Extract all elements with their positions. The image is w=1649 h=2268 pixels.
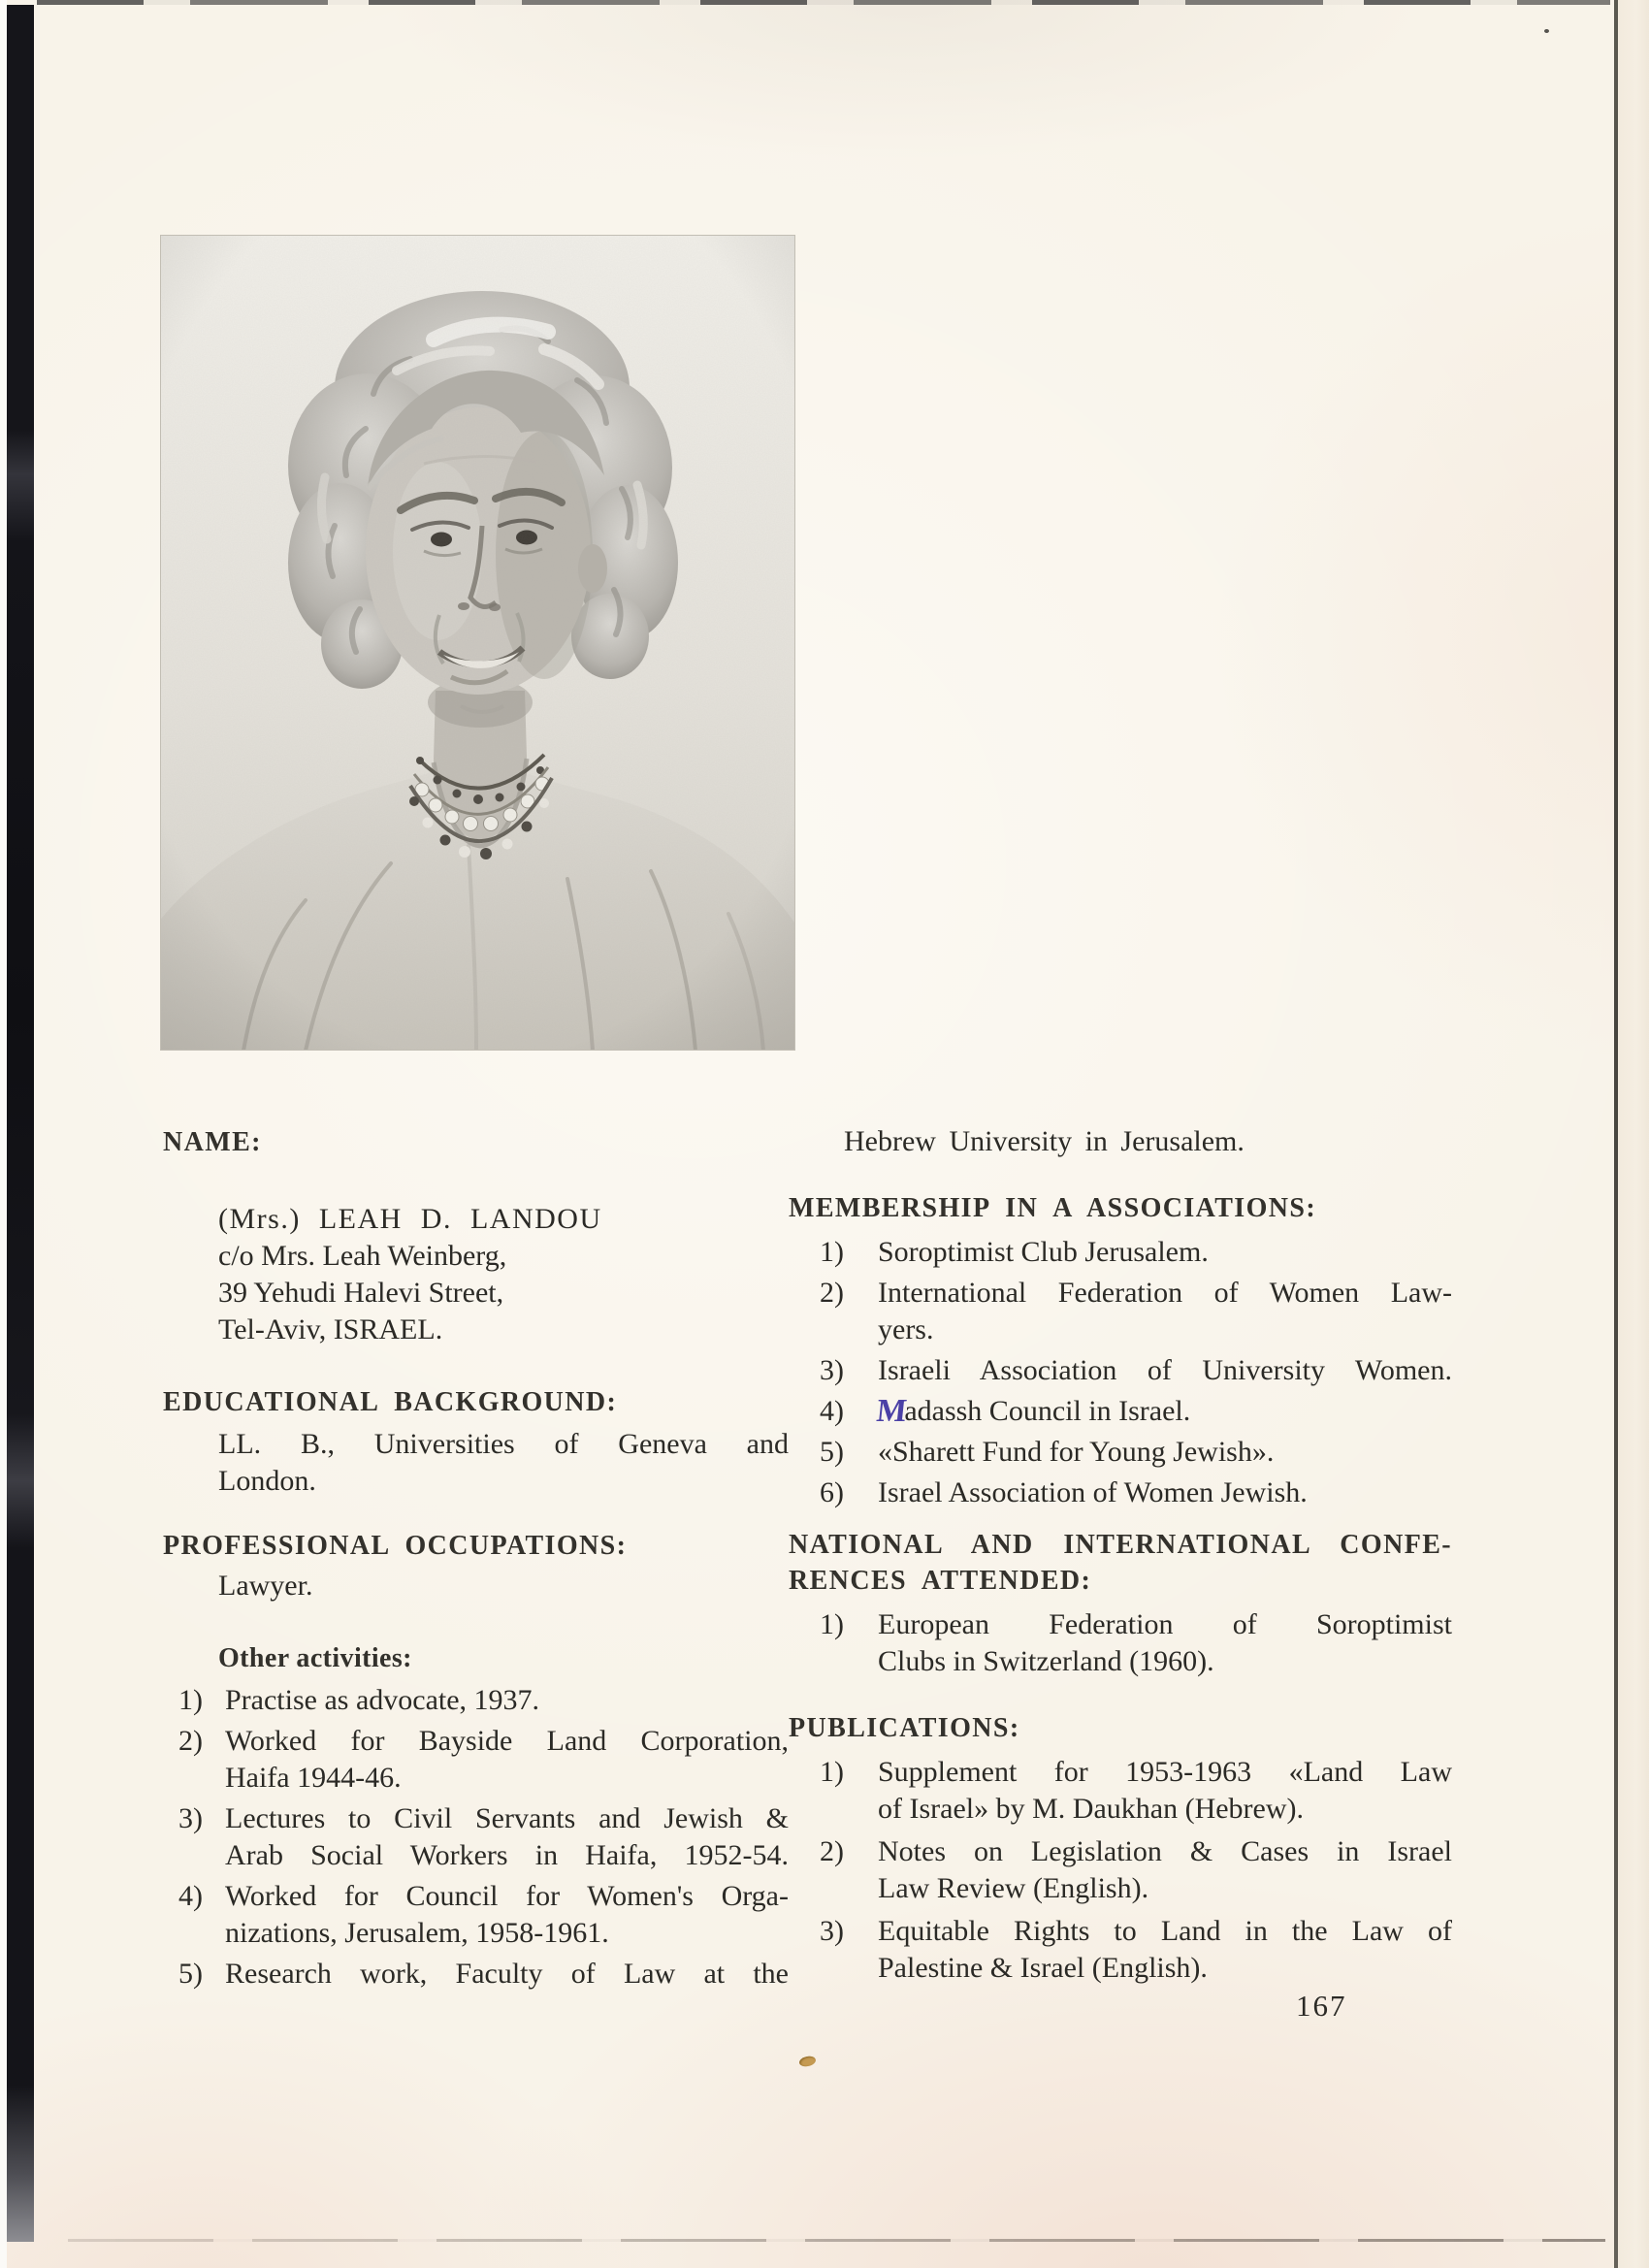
conferences-heading-line: RENCES ATTENDED: xyxy=(789,1566,1092,1596)
scan-edge-bottom-dashes xyxy=(68,2239,1605,2242)
education-line: LL. B., Universities of Geneva and xyxy=(218,1428,789,1460)
item-line: European Federation of Soroptimist xyxy=(878,1608,1452,1640)
item-line: of Israel» by M. Daukhan (Hebrew). xyxy=(878,1793,1305,1825)
item-number: 6) xyxy=(820,1476,844,1508)
membership-item xyxy=(789,1393,1452,1430)
item-number: 2) xyxy=(820,1835,844,1867)
item-number: 5) xyxy=(820,1436,844,1468)
conferences-heading xyxy=(789,1527,1452,1599)
membership-item xyxy=(789,1234,1452,1271)
photo-grain xyxy=(160,235,795,1051)
scan-edge-left-sliver xyxy=(0,0,7,2268)
membership-item xyxy=(789,1434,1452,1471)
publication-item xyxy=(789,1913,1452,1987)
item-number: 4) xyxy=(820,1395,844,1427)
paper-speck xyxy=(1544,29,1549,33)
item-line xyxy=(875,1392,1452,1430)
education-block xyxy=(218,1426,789,1500)
occupation-text: Lawyer. xyxy=(218,1570,313,1602)
item-line: Israeli Association of University Women. xyxy=(878,1354,1452,1386)
item-number: 3) xyxy=(820,1354,844,1386)
conferences-heading-line: NATIONAL AND INTERNATIONAL CONFE- xyxy=(789,1530,1452,1560)
item-line: nizations, Jerusalem, 1958-1961. xyxy=(225,1917,609,1949)
item-number: 2) xyxy=(820,1277,844,1309)
membership-item xyxy=(789,1352,1452,1389)
activity-item xyxy=(163,1956,789,1993)
portrait-photo xyxy=(160,235,795,1051)
page-number: 167 xyxy=(1296,1989,1347,2023)
item-number: 1) xyxy=(820,1756,844,1788)
scan-strip-right xyxy=(1618,0,1649,2268)
item-line: Palestine & Israel (English). xyxy=(878,1952,1208,1984)
item-line: Research work, Faculty of Law at the xyxy=(225,1958,789,1990)
occupations-heading: PROFESSIONAL OCCUPATIONS: xyxy=(163,1531,628,1561)
item-line-rest: adassh Council in Israel. xyxy=(904,1395,1191,1427)
publication-item xyxy=(789,1754,1452,1828)
name-heading: NAME: xyxy=(163,1127,262,1157)
scan-edge-left-strip xyxy=(7,5,34,2242)
item-line: Supplement for 1953-1963 «Land Law xyxy=(878,1756,1452,1788)
activity-item xyxy=(163,1682,789,1719)
item-number: 3) xyxy=(820,1915,844,1947)
item-number: 3) xyxy=(178,1802,203,1834)
item-number: 4) xyxy=(178,1880,203,1912)
item-line: Clubs in Switzerland (1960). xyxy=(878,1645,1214,1677)
item-line: International Federation of Women Law- xyxy=(878,1277,1452,1309)
right-column xyxy=(789,1123,1452,1993)
name-address-block xyxy=(218,1201,789,1348)
membership-list xyxy=(789,1234,1452,1511)
item-line: Worked for Council for Women's Orga- xyxy=(225,1880,789,1912)
item-line: Practise as advocate, 1937. xyxy=(225,1684,540,1716)
ink-corrected-letter: M xyxy=(875,1392,908,1429)
membership-heading: MEMBERSHIP IN A ASSOCIATIONS: xyxy=(789,1193,1317,1223)
scan-edge-top-dashes xyxy=(37,0,1610,5)
membership-item xyxy=(789,1275,1452,1348)
conferences-list xyxy=(789,1606,1452,1680)
name-line: (Mrs.) LEAH D. LANDOU xyxy=(218,1203,602,1235)
publications-heading: PUBLICATIONS: xyxy=(789,1713,1020,1743)
education-heading: EDUCATIONAL BACKGROUND: xyxy=(163,1387,618,1417)
item-line: Soroptimist Club Jerusalem. xyxy=(878,1236,1209,1268)
item-line: yers. xyxy=(878,1313,934,1345)
item-line: «Sharett Fund for Young Jewish». xyxy=(878,1436,1275,1468)
item-number: 1) xyxy=(820,1608,844,1640)
left-column xyxy=(163,1125,789,1996)
item-line: Notes on Legislation & Cases in Israel xyxy=(878,1835,1452,1867)
item-number: 5) xyxy=(178,1958,203,1990)
item-line: Haifa 1944-46. xyxy=(225,1762,402,1794)
address-line: c/o Mrs. Leah Weinberg, xyxy=(218,1240,507,1272)
item-line: Arab Social Workers in Haifa, 1952-54. xyxy=(225,1839,789,1871)
membership-item xyxy=(789,1474,1452,1511)
item-line: Law Review (English). xyxy=(878,1872,1149,1904)
activity-item xyxy=(163,1800,789,1874)
other-activities-heading: Other activities: xyxy=(218,1643,412,1673)
item-number: 1) xyxy=(820,1236,844,1268)
publications-list xyxy=(789,1754,1452,1987)
item-line: Lectures to Civil Servants and Jewish & xyxy=(225,1802,789,1834)
address-line: 39 Yehudi Halevi Street, xyxy=(218,1277,504,1309)
education-line: London. xyxy=(218,1465,316,1497)
other-activities-list xyxy=(163,1682,789,1993)
conference-item xyxy=(789,1606,1452,1680)
publication-item xyxy=(789,1833,1452,1907)
continuation-line: Hebrew University in Jerusalem. xyxy=(844,1125,1245,1157)
activity-item xyxy=(163,1723,789,1797)
activity-item xyxy=(163,1878,789,1952)
item-line: Worked for Bayside Land Corporation, xyxy=(225,1725,789,1757)
item-number: 2) xyxy=(178,1725,203,1757)
address-line: Tel-Aviv, ISRAEL. xyxy=(218,1313,443,1345)
item-number: 1) xyxy=(178,1684,203,1716)
item-line: Israel Association of Women Jewish. xyxy=(878,1476,1308,1508)
item-line: Equitable Rights to Land in the Law of xyxy=(878,1915,1452,1947)
